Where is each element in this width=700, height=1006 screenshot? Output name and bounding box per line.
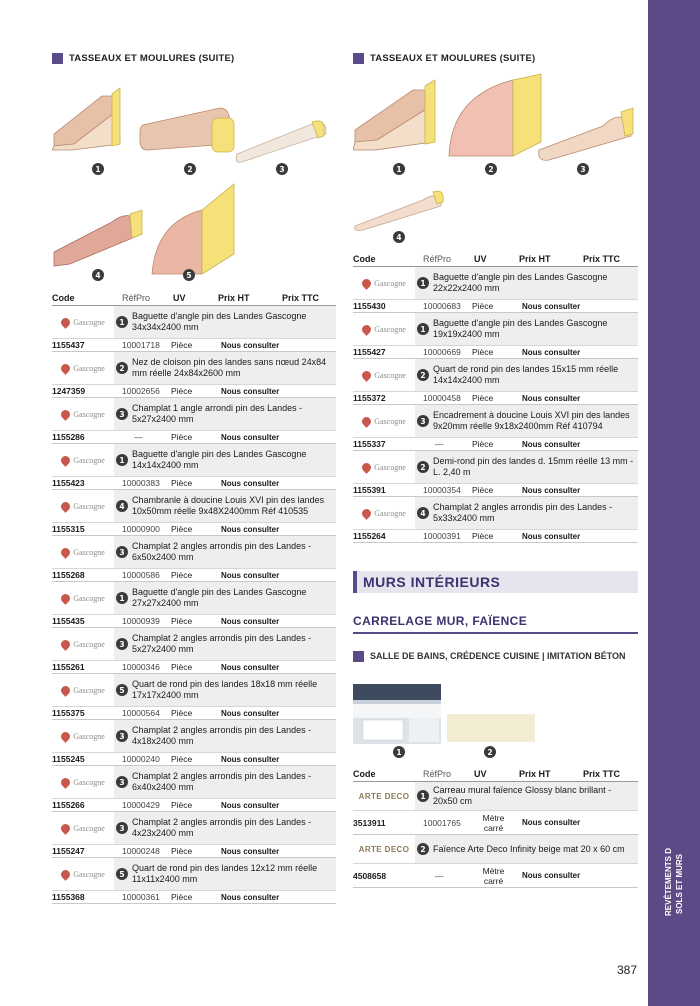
item-number-badge: 3 <box>116 730 128 742</box>
item-number-badge: 2 <box>417 843 429 855</box>
table-row <box>353 267 638 313</box>
product-code: 1155261 <box>52 662 85 672</box>
gascogne-flame-icon <box>360 415 373 428</box>
brand-name: Gascogne <box>73 823 105 833</box>
item-number-badge: 3 <box>417 415 429 427</box>
product-description: Carreau mural faïence Glossy blanc brillant - 20x50 cm <box>433 785 612 806</box>
brand-logo <box>353 782 415 810</box>
gascogne-flame-icon <box>59 592 72 605</box>
product-description: Encadrement à doucine Louis XVI pin des landes 9x20mm réelle 9x18x2400mm Réf 410794 <box>433 410 630 431</box>
product-ref: 10000564 <box>122 708 160 718</box>
product-price: Nous consulter <box>522 301 581 311</box>
gascogne-flame-icon <box>59 822 72 835</box>
section-square-icon <box>353 651 364 662</box>
item-number-badge: 3 <box>116 776 128 788</box>
product-description: Demi-rond pin des landes d. 15mm réelle 13 mm -L. 2,40 m <box>433 456 634 477</box>
brand-logo <box>353 835 415 863</box>
sidebar-line1: REVÊTEMENTS DE <box>664 848 673 916</box>
product-code: 1155247 <box>52 846 85 856</box>
item-number-badge: 4 <box>417 507 429 519</box>
item-number-badge: 2 <box>116 362 128 374</box>
product-unit: Pièce <box>171 892 193 902</box>
brand-name: Gascogne <box>73 593 105 603</box>
product-ref: 10000429 <box>122 800 160 810</box>
product-price: Nous consulter <box>221 616 280 626</box>
gascogne-flame-icon <box>360 461 373 474</box>
product-unit: Pièce <box>171 340 193 350</box>
item-number-badge: 1 <box>116 454 128 466</box>
product-code: 1155315 <box>52 524 85 534</box>
table-row <box>52 352 336 398</box>
gascogne-flame-icon <box>360 277 373 290</box>
header-uv: UV <box>474 768 487 779</box>
product-code: 1155372 <box>353 393 386 403</box>
brand-logo <box>353 267 415 299</box>
table-row <box>353 405 638 451</box>
brand-logo <box>353 405 415 437</box>
product-code: 1155430 <box>353 301 386 311</box>
product-ref: 10000391 <box>423 531 461 541</box>
product-price: Nous consulter <box>522 347 581 357</box>
product-description: Champlat 1 angle arrondi pin des Landes - 5x27x2400 mm <box>132 403 303 424</box>
item-number-badge: 2 <box>417 369 429 381</box>
image-badge: 1 <box>92 163 104 175</box>
brand-name: Gascogne <box>73 317 105 327</box>
brand-logo <box>353 313 415 345</box>
table-row <box>52 628 336 674</box>
product-code: 1155435 <box>52 616 85 626</box>
header-ref: RéfPro <box>122 292 151 303</box>
table-body <box>353 782 638 888</box>
product-price: Nous consulter <box>522 393 581 403</box>
product-unit: Pièce <box>171 800 193 810</box>
product-price: Nous consulter <box>522 485 581 495</box>
brand-name: Gascogne <box>374 370 406 380</box>
brand-name: Gascogne <box>73 639 105 649</box>
product-ref: — <box>435 439 444 449</box>
product-unit: Pièce <box>472 531 494 541</box>
table-row <box>52 858 336 904</box>
header-uv: UV <box>474 253 487 264</box>
product-description: Baguette d'angle pin des Landes Gascogne 22x22x2400 mm <box>433 272 608 293</box>
image-badge: 3 <box>276 163 288 175</box>
product-code: 4508658 <box>353 870 387 881</box>
image-badge: 5 <box>183 269 195 281</box>
table-row <box>52 720 336 766</box>
product-ref: 10000669 <box>423 347 461 357</box>
image-badge: 2 <box>484 746 496 758</box>
table-body <box>353 267 638 543</box>
product-description: Champlat 2 angles arrondis pin des Landes - 6x40x2400 mm <box>132 771 312 792</box>
gascogne-flame-icon <box>59 868 72 881</box>
product-ref: 10000683 <box>423 301 461 311</box>
product-unit: Pièce <box>171 570 193 580</box>
product-price: Nous consulter <box>522 818 581 827</box>
product-description: Chambranle à doucine Louis XVI pin des landes 10x50mm réelle 9x48X2400mm Réf 410535 <box>132 495 325 516</box>
product-code: 1155245 <box>52 754 85 764</box>
brand-logo <box>52 398 114 430</box>
product-unit: Pièce <box>472 347 494 357</box>
product-price: Nous consulter <box>221 754 280 764</box>
table-header <box>52 290 336 306</box>
product-ref: 10000383 <box>122 478 160 488</box>
murs-interieurs-heading: MURS INTÉRIEURS <box>353 571 638 593</box>
table-row <box>353 359 638 405</box>
gascogne-flame-icon <box>59 684 72 697</box>
product-price: Nous consulter <box>221 524 280 534</box>
header-prix-ttc: Prix TTC <box>583 768 621 779</box>
item-number-badge: 3 <box>116 638 128 650</box>
table-row <box>52 398 336 444</box>
image-badge: 1 <box>393 163 405 175</box>
product-price: Nous consulter <box>221 386 280 396</box>
image-badge: 2 <box>184 163 196 175</box>
product-ref: 10002656 <box>122 386 160 396</box>
brand-name: Gascogne <box>73 455 105 465</box>
product-table-tiles <box>353 766 638 888</box>
brand-name: Gascogne <box>73 363 105 373</box>
brand-name: Gascogne <box>73 869 105 879</box>
header-code: Code <box>353 768 376 779</box>
product-description: Champlat 2 angles arrondis pin des Landes - 6x50x2400 mm <box>132 541 312 562</box>
product-ref: 10000939 <box>122 616 160 626</box>
product-unit: Pièce <box>171 616 193 626</box>
product-description: Baguette d'angle pin des Landes Gascogne 34x34x2400 mm <box>132 311 307 332</box>
product-unit: Pièce <box>171 432 193 442</box>
product-code: 1155427 <box>353 347 386 357</box>
header-prix-ttc: Prix TTC <box>583 253 621 264</box>
product-unit: Pièce <box>472 393 494 403</box>
brand-logo <box>52 674 114 706</box>
item-number-badge: 3 <box>116 408 128 420</box>
table-row <box>52 812 336 858</box>
item-number-badge: 1 <box>417 790 429 802</box>
header-code: Code <box>353 253 376 264</box>
table-row <box>353 835 638 888</box>
product-description: Baguette d'angle pin des Landes Gascogne 19x19x2400 mm <box>433 318 608 339</box>
image-badge: 1 <box>393 746 405 758</box>
product-ref: 10000458 <box>423 393 461 403</box>
product-price: Nous consulter <box>221 478 280 488</box>
product-table-right <box>353 251 638 543</box>
header-code: Code <box>52 292 75 303</box>
product-ref: 10000586 <box>122 570 160 580</box>
item-number-badge: 1 <box>116 316 128 328</box>
product-ref: 10000346 <box>122 662 160 672</box>
gascogne-flame-icon <box>59 546 72 559</box>
product-code: 3513911 <box>353 817 386 828</box>
product-unit: Pièce <box>171 754 193 764</box>
section-square-icon <box>353 53 364 64</box>
product-description: Champlat 2 angles arrondis pin des Landes - 5x27x2400 mm <box>132 633 312 654</box>
brand-name: ARTE DECO <box>358 791 410 801</box>
product-code: 1155337 <box>353 439 386 449</box>
header-prix-ttc: Prix TTC <box>282 292 320 303</box>
brand-logo <box>52 490 114 522</box>
product-unit: Pièce <box>171 524 193 534</box>
item-number-badge: 2 <box>417 461 429 473</box>
product-price: Nous consulter <box>221 570 280 580</box>
product-code: 1247359 <box>52 386 86 396</box>
header-prix-ht: Prix HT <box>218 292 250 303</box>
product-price: Nous consulter <box>522 871 581 880</box>
product-price: Nous consulter <box>522 531 581 541</box>
sidebar-line2: SOLS ET MURS <box>675 853 684 914</box>
table-body <box>52 306 336 904</box>
brand-name: Gascogne <box>73 547 105 557</box>
product-description: Champlat 2 angles arrondis pin des Landes - 4x23x2400 mm <box>132 817 312 838</box>
brand-logo <box>52 352 114 384</box>
item-number-badge: 1 <box>116 592 128 604</box>
brand-logo <box>52 536 114 568</box>
brand-logo <box>353 451 415 483</box>
product-unit: Pièce <box>171 386 193 396</box>
product-unit: Pièce <box>171 846 193 856</box>
product-price: Nous consulter <box>221 340 280 350</box>
gascogne-flame-icon <box>59 454 72 467</box>
chapter-sidebar <box>648 0 700 1006</box>
product-unit: Pièce <box>472 439 494 449</box>
product-unit: Pièce <box>171 708 193 718</box>
table-row <box>353 313 638 359</box>
header-ref: RéfPro <box>423 253 452 264</box>
product-price: Nous consulter <box>221 846 280 856</box>
moulding-images-right <box>353 70 638 236</box>
brand-name: Gascogne <box>374 416 406 426</box>
header-prix-ht: Prix HT <box>519 768 551 779</box>
product-code: 1155391 <box>353 485 386 495</box>
item-number-badge: 5 <box>116 868 128 880</box>
brand-logo <box>52 812 114 844</box>
product-description: Quart de rond pin des landes 15x15 mm réelle 14x14x2400 mm <box>433 364 619 385</box>
item-number-badge: 3 <box>116 822 128 834</box>
product-ref: 10000361 <box>122 892 160 902</box>
product-ref: 10000240 <box>122 754 160 764</box>
brand-logo <box>52 720 114 752</box>
product-code: 1155266 <box>52 800 85 810</box>
product-description: Champlat 2 angles arrondis pin des Landes - 4x18x2400 mm <box>132 725 312 746</box>
product-price: Nous consulter <box>522 439 581 449</box>
brand-name: Gascogne <box>73 731 105 741</box>
item-number-badge: 1 <box>417 323 429 335</box>
gascogne-flame-icon <box>59 776 72 789</box>
table-row <box>52 766 336 812</box>
gascogne-flame-icon <box>59 316 72 329</box>
product-unit: Pièce <box>472 485 494 495</box>
gascogne-flame-icon <box>59 730 72 743</box>
product-ref: 10000900 <box>122 524 160 534</box>
table-row <box>52 490 336 536</box>
product-code: 1155368 <box>52 892 85 902</box>
section-title-left: TASSEAUX ET MOULURES (SUITE) <box>52 52 234 64</box>
product-description: Baguette d'angle pin des Landes Gascogne 27x27x2400 mm <box>132 587 307 608</box>
brand-logo <box>52 858 114 890</box>
table-header <box>353 251 638 267</box>
brand-logo <box>52 628 114 660</box>
product-description: Baguette d'angle pin des Landes Gascogne 14x14x2400 mm <box>132 449 307 470</box>
brand-logo <box>353 359 415 391</box>
product-unit: Mètre carré <box>482 865 505 886</box>
product-description: Quart de rond pin des landes 18x18 mm réelle 17x17x2400 mm <box>132 679 318 700</box>
header-ref: RéfPro <box>423 768 452 779</box>
table-row <box>52 536 336 582</box>
brand-name: Gascogne <box>73 777 105 787</box>
product-ref: 10000354 <box>423 485 461 495</box>
product-ref: 10001718 <box>122 340 160 350</box>
sidebar-label <box>658 848 690 918</box>
product-price: Nous consulter <box>221 708 280 718</box>
product-code: 1155264 <box>353 531 386 541</box>
product-code: 1155375 <box>52 708 85 718</box>
header-uv: UV <box>173 292 186 303</box>
brand-name: Gascogne <box>73 501 105 511</box>
product-ref: 10001765 <box>423 817 461 828</box>
product-ref: — <box>435 870 444 881</box>
item-number-badge: 3 <box>116 546 128 558</box>
table-row <box>52 306 336 352</box>
gascogne-flame-icon <box>59 362 72 375</box>
gascogne-flame-icon <box>59 408 72 421</box>
section-square-icon <box>52 53 63 64</box>
brand-logo <box>52 766 114 798</box>
table-row <box>353 451 638 497</box>
product-price: Nous consulter <box>221 662 280 672</box>
heading-accent-bar <box>353 571 357 593</box>
product-ref: — <box>134 432 143 442</box>
table-row <box>52 444 336 490</box>
product-unit: Pièce <box>171 478 193 488</box>
subsection-title: SALLE DE BAINS, CRÉDENCE CUISINE | IMITATION BÉTON <box>353 650 638 662</box>
table-header <box>353 766 638 782</box>
product-price: Nous consulter <box>221 892 280 902</box>
brand-logo <box>52 582 114 614</box>
brand-name: Gascogne <box>73 685 105 695</box>
carrelage-heading: CARRELAGE MUR, FAÏENCE <box>353 614 638 634</box>
product-description: Quart de rond pin des landes 12x12 mm réelle 11x11x2400 mm <box>132 863 318 884</box>
table-row <box>52 674 336 720</box>
product-code: 1155286 <box>52 432 85 442</box>
product-unit: Mètre carré <box>482 812 505 833</box>
brand-name: ARTE DECO <box>358 844 410 854</box>
gascogne-flame-icon <box>59 500 72 513</box>
product-ref: 10000248 <box>122 846 160 856</box>
table-row <box>52 582 336 628</box>
brand-logo <box>52 444 114 476</box>
brand-name: Gascogne <box>73 409 105 419</box>
gascogne-flame-icon <box>360 369 373 382</box>
item-number-badge: 1 <box>417 277 429 289</box>
image-badge: 2 <box>485 163 497 175</box>
image-badge: 4 <box>92 269 104 281</box>
product-description: Faïence Arte Deco Infinity beige mat 20 x 60 cm <box>433 843 625 854</box>
product-code: 1155268 <box>52 570 85 580</box>
section-title-right: TASSEAUX ET MOULURES (SUITE) <box>353 52 535 64</box>
product-table-left <box>52 290 336 904</box>
product-unit: Pièce <box>171 662 193 672</box>
image-badge: 4 <box>393 231 405 243</box>
brand-logo <box>52 306 114 338</box>
gascogne-flame-icon <box>360 323 373 336</box>
item-number-badge: 5 <box>116 684 128 696</box>
image-badge: 3 <box>577 163 589 175</box>
product-description: Champlat 2 angles arrondis pin des Landes - 5x33x2400 mm <box>433 502 613 523</box>
item-number-badge: 4 <box>116 500 128 512</box>
brand-name: Gascogne <box>374 278 406 288</box>
brand-name: Gascogne <box>374 508 406 518</box>
brand-logo <box>353 497 415 529</box>
brand-name: Gascogne <box>374 324 406 334</box>
table-row <box>353 782 638 835</box>
table-row <box>353 497 638 543</box>
product-price: Nous consulter <box>221 800 280 810</box>
gascogne-flame-icon <box>59 638 72 651</box>
tile-images <box>353 684 543 746</box>
brand-name: Gascogne <box>374 462 406 472</box>
product-code: 1155437 <box>52 340 85 350</box>
moulding-images-left <box>52 84 336 284</box>
product-price: Nous consulter <box>221 432 280 442</box>
product-description: Nez de cloison pin des landes sans nœud 24x84 mm réelle 24x84x2600 mm <box>132 357 327 378</box>
product-unit: Pièce <box>472 301 494 311</box>
page-number: 387 <box>617 963 638 977</box>
product-code: 1155423 <box>52 478 85 488</box>
gascogne-flame-icon <box>360 507 373 520</box>
header-prix-ht: Prix HT <box>519 253 551 264</box>
